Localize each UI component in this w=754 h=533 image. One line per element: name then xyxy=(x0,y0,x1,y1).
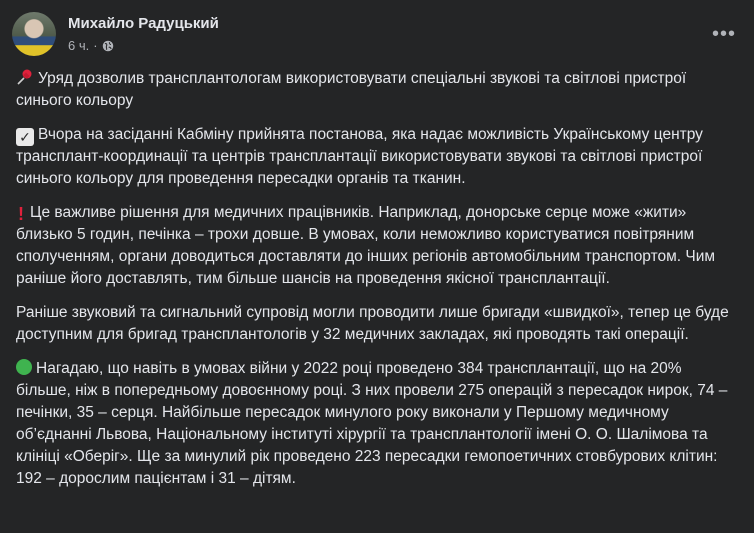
post-paragraph: Нагадаю, що навіть в умовах війни у 2022 році проведено 384 трансплантації, що на 20% більше, ніж в попередньому довоєнному році. З них провели 275 операцій з пересадок нирок, 74 – печінки, 35 – серця. Найбільше пересадок минулого року виконали у Першому медичному об’єднанні Львова, Національному інституті хірургії та трансплантології імені О. О. Шалімова та клініці «Оберіг». Ще за минулий рік проведено 223 пересадки гемопоетичних стовбурових клітин: 192 – дорослим пацієнтам і 31 – дітям. xyxy=(16,360,728,487)
exclamation-emoji-icon: ! xyxy=(18,204,24,224)
post-paragraph: ✓ Вчора на засіданні Кабміну прийнята постанова, яка надає можливість Українському центру трансплант-координації та центрів трансплантації використовувати звукові та світлові пристрої синього кольору для проведення пересадки органів та тканин. xyxy=(16,126,703,187)
post-header xyxy=(12,12,742,58)
author-avatar[interactable] xyxy=(12,12,56,56)
post-paragraph: Раніше звуковий та сигнальний супровід могли проводити лише бригади «швидкої», тепер це буде доступним для бригад трансплантологів у 32 медичних закладах, які проводять такі операції. xyxy=(16,304,729,343)
meta-separator: · xyxy=(93,38,98,53)
more-options-button[interactable] xyxy=(706,16,742,52)
green-circle-emoji-icon xyxy=(16,359,32,375)
post-paragraph: Уряд дозволив трансплантологам використовувати спеціальні звукові та світлові пристрої синього кольору xyxy=(16,70,687,109)
globe-icon[interactable] xyxy=(102,40,114,52)
author-name[interactable]: Михайло Радуцький xyxy=(68,15,219,32)
pushpin-emoji-icon xyxy=(16,68,34,86)
checkmark-emoji-icon: ✓ xyxy=(16,128,34,146)
ellipsis-icon: ••• xyxy=(711,22,736,45)
post-meta xyxy=(68,38,114,53)
post-paragraph: ! Це важливе рішення для медичних працівників. Наприклад, донорське серце може «жити» близько 5 годин, печінка – трохи довше. В умовах, коли неможливо користуватися повітряним сполученням, органи доводиться доставляти до інших регіонів автомобільним транспортом. Чим раніше його доставлять, тим більше шансів на проведення якісної трансплантації. xyxy=(16,204,716,287)
post-body xyxy=(16,68,738,502)
post-timestamp[interactable]: 6 ч. xyxy=(68,38,90,53)
